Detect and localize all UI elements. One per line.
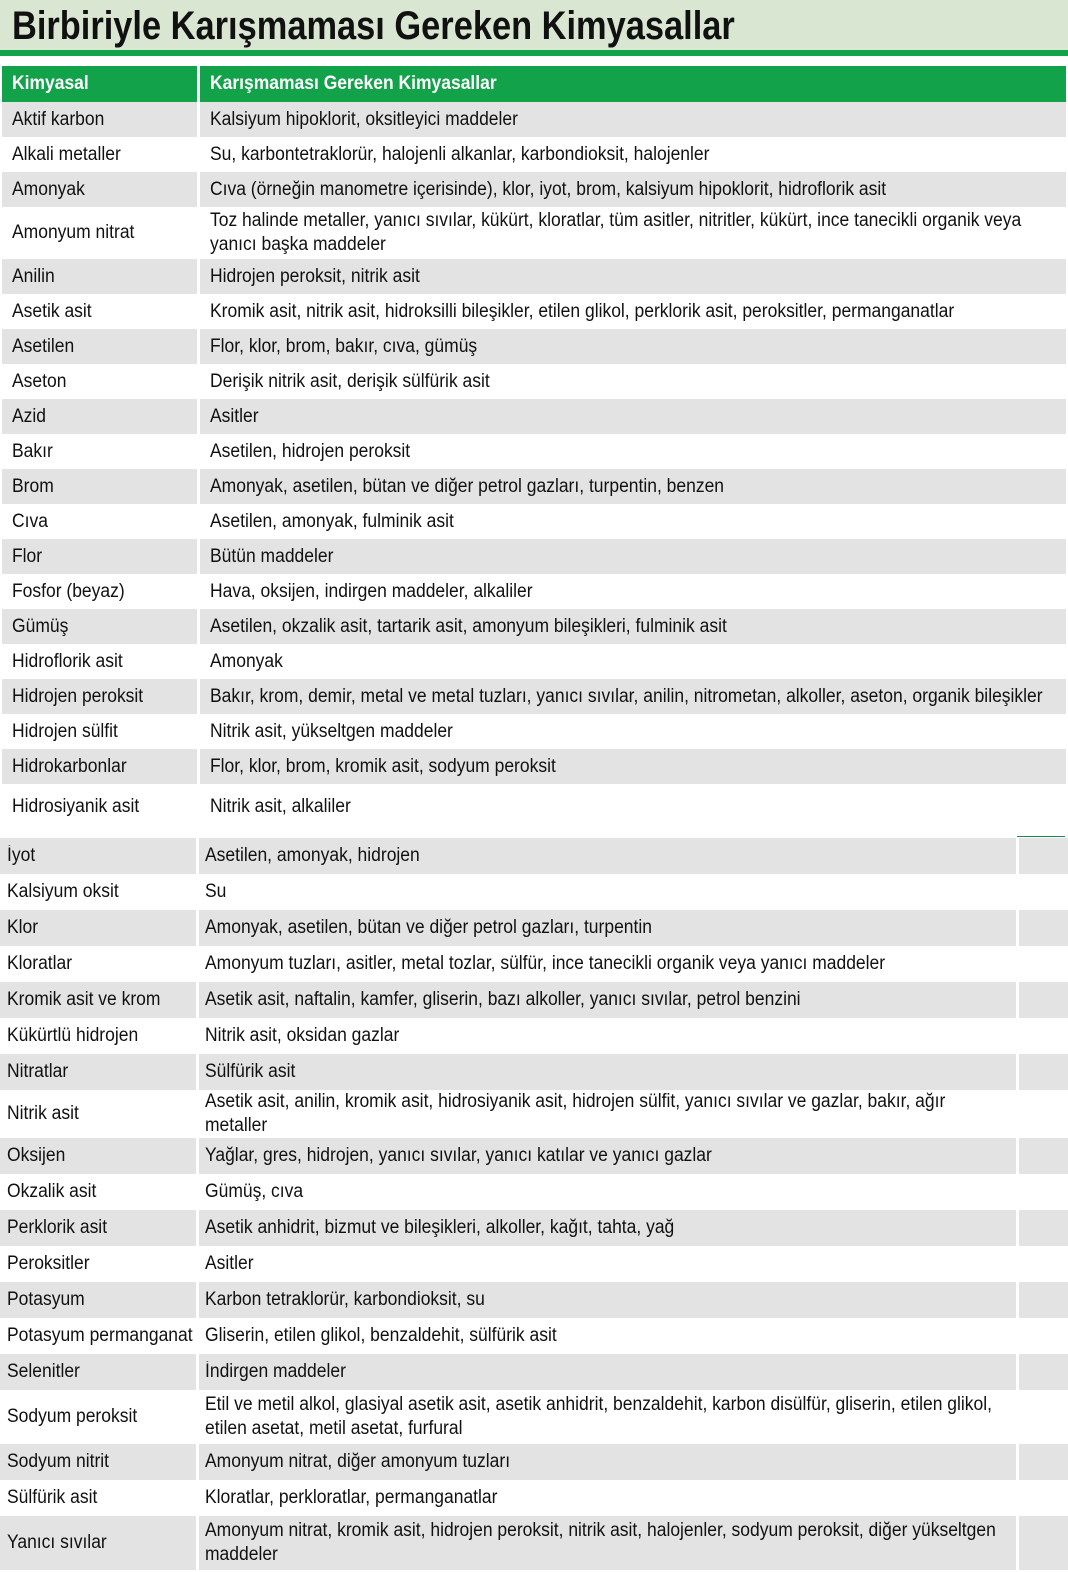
incompatible-cell: Su, karbontetraklorür, halojenli alkanlar, karbondioksit, halojenler — [200, 137, 1066, 172]
empty-cell — [1016, 1210, 1068, 1246]
incompatible-cell: Gümüş, cıva — [199, 1174, 1016, 1210]
chemical-cell: Sodyum peroksit — [0, 1390, 199, 1444]
table-row — [2, 679, 1066, 714]
header-incompatible: Karışmaması Gereken Kimyasallar — [200, 66, 1066, 102]
incompatible-cell: Asetik asit, naftalin, kamfer, gliserin, bazı alkoller, yanıcı sıvılar, petrol benzini — [199, 982, 1016, 1018]
chemical-cell: Kloratlar — [0, 946, 199, 982]
chemical-cell: Asetik asit — [2, 294, 200, 329]
empty-cell — [1016, 1480, 1068, 1516]
incompatible-cell: Asitler — [200, 399, 1066, 434]
incompatible-cell: Asitler — [199, 1246, 1016, 1282]
table-row — [0, 1444, 1068, 1480]
table-row — [2, 749, 1066, 784]
chemical-cell: Fosfor (beyaz) — [2, 574, 200, 609]
incompatible-cell: Flor, klor, brom, kromik asit, sodyum peroksit — [200, 749, 1066, 784]
incompatible-cell: Asetilen, amonyak, hidrojen — [199, 838, 1016, 874]
incompatible-cell: Bakır, krom, demir, metal ve metal tuzları, yanıcı sıvılar, anilin, nitrometan, alkoller, aseton, organik bileşikler — [200, 679, 1066, 714]
table-row — [2, 102, 1066, 137]
incompatible-cell: Karbon tetraklorür, karbondioksit, su — [199, 1282, 1016, 1318]
incompatible-cell: İndirgen maddeler — [199, 1354, 1016, 1390]
title-bar — [0, 0, 1068, 56]
table-row — [2, 399, 1066, 434]
table-row — [2, 574, 1066, 609]
table-row — [2, 609, 1066, 644]
chemical-cell: İyot — [0, 838, 199, 874]
chemical-cell: Nitrik asit — [0, 1090, 199, 1138]
incompatible-cell: Amonyak, asetilen, bütan ve diğer petrol gazları, turpentin — [199, 910, 1016, 946]
empty-cell — [1016, 838, 1068, 874]
page-title: Birbiriyle Karışmaması Gereken Kimyasallar — [12, 4, 735, 48]
table-row — [0, 1018, 1068, 1054]
chemical-cell: Kükürtlü hidrojen — [0, 1018, 199, 1054]
incompatible-cell: Nitrik asit, alkaliler — [200, 784, 1066, 830]
incompatible-cell: Amonyum nitrat, kromik asit, hidrojen peroksit, nitrik asit, halojenler, sodyum peroksit, diğer yükseltgen maddeler — [199, 1516, 1016, 1570]
table-row — [0, 1210, 1068, 1246]
chemical-cell: Brom — [2, 469, 200, 504]
incompatible-cell: Hidrojen peroksit, nitrik asit — [200, 259, 1066, 294]
incompatible-cell: Asetilen, amonyak, fulminik asit — [200, 504, 1066, 539]
table-row — [2, 259, 1066, 294]
chemical-cell: Peroksitler — [0, 1246, 199, 1282]
header-chemical: Kimyasal — [2, 66, 200, 102]
chemical-cell: Perklorik asit — [0, 1210, 199, 1246]
table-row — [2, 207, 1066, 259]
chemical-cell: Hidrokarbonlar — [2, 749, 200, 784]
incompatible-cell: Asetik anhidrit, bizmut ve bileşikleri, alkoller, kağıt, tahta, yağ — [199, 1210, 1016, 1246]
chemical-cell: Klor — [0, 910, 199, 946]
table-row — [0, 1246, 1068, 1282]
empty-cell — [1016, 1090, 1068, 1138]
chemical-cell: Flor — [2, 539, 200, 574]
empty-cell — [1016, 1318, 1068, 1354]
table-row — [0, 946, 1068, 982]
incompatible-cell: Gliserin, etilen glikol, benzaldehit, sülfürik asit — [199, 1318, 1016, 1354]
chemical-table-part-1 — [2, 66, 1066, 830]
table-row — [2, 714, 1066, 749]
table-row — [2, 504, 1066, 539]
chemical-cell: Hidrojen peroksit — [2, 679, 200, 714]
empty-cell — [1016, 910, 1068, 946]
table-row — [0, 1174, 1068, 1210]
chemical-cell: Aseton — [2, 364, 200, 399]
table-row — [0, 1354, 1068, 1390]
table-row — [0, 1516, 1068, 1570]
chemical-cell: Alkali metaller — [2, 137, 200, 172]
table-row — [0, 1090, 1068, 1138]
table-row — [0, 1138, 1068, 1174]
table-row — [0, 1390, 1068, 1444]
table-row — [2, 644, 1066, 679]
table-row — [2, 784, 1066, 830]
empty-cell — [1016, 946, 1068, 982]
chemical-cell: Gümüş — [2, 609, 200, 644]
chemical-cell: Hidrosiyanik asit — [2, 784, 200, 830]
empty-cell — [1016, 1444, 1068, 1480]
incompatible-cell: Kalsiyum hipoklorit, oksitleyici maddeler — [200, 102, 1066, 137]
incompatible-cell: Bütün maddeler — [200, 539, 1066, 574]
chemical-cell: Aktif karbon — [2, 102, 200, 137]
chemical-cell: Nitratlar — [0, 1054, 199, 1090]
incompatible-cell: Derişik nitrik asit, derişik sülfürik asit — [200, 364, 1066, 399]
chemical-cell: Asetilen — [2, 329, 200, 364]
incompatible-cell: Nitrik asit, oksidan gazlar — [199, 1018, 1016, 1054]
chemical-cell: Sodyum nitrit — [0, 1444, 199, 1480]
chemical-cell: Hidrojen sülfit — [2, 714, 200, 749]
incompatible-cell: Kloratlar, perkloratlar, permanganatlar — [199, 1480, 1016, 1516]
incompatible-cell: Nitrik asit, yükseltgen maddeler — [200, 714, 1066, 749]
empty-cell — [1016, 1246, 1068, 1282]
chemical-cell: Bakır — [2, 434, 200, 469]
empty-cell — [1016, 874, 1068, 910]
table-row — [0, 1318, 1068, 1354]
incompatible-cell: Cıva (örneğin manometre içerisinde), klor, iyot, brom, kalsiyum hipoklorit, hidroflorik asit — [200, 172, 1066, 207]
chemical-cell: Hidroflorik asit — [2, 644, 200, 679]
table-row — [2, 469, 1066, 504]
empty-cell — [1016, 982, 1068, 1018]
chemical-cell: Anilin — [2, 259, 200, 294]
chemical-cell: Kromik asit ve krom — [0, 982, 199, 1018]
table-row — [2, 137, 1066, 172]
incompatible-cell: Amonyum tuzları, asitler, metal tozlar, sülfür, ince tanecikli organik veya yanıcı maddeler — [199, 946, 1016, 982]
incompatible-cell: Flor, klor, brom, bakır, cıva, gümüş — [200, 329, 1066, 364]
empty-cell — [1016, 1516, 1068, 1570]
incompatible-cell: Asetilen, okzalik asit, tartarik asit, amonyum bileşikleri, fulminik asit — [200, 609, 1066, 644]
table-row — [0, 1054, 1068, 1090]
chemical-cell: Cıva — [2, 504, 200, 539]
table-row — [2, 364, 1066, 399]
table-row — [0, 1282, 1068, 1318]
chemical-cell: Azid — [2, 399, 200, 434]
chemical-cell: Amonyak — [2, 172, 200, 207]
table-header-row — [2, 66, 1066, 102]
empty-cell — [1016, 1354, 1068, 1390]
empty-cell — [1016, 1282, 1068, 1318]
empty-cell — [1016, 1138, 1068, 1174]
empty-cell — [1016, 1054, 1068, 1090]
table-row — [2, 434, 1066, 469]
incompatible-cell: Amonyak, asetilen, bütan ve diğer petrol gazları, turpentin, benzen — [200, 469, 1066, 504]
empty-cell — [1016, 1018, 1068, 1054]
table-row — [0, 1480, 1068, 1516]
incompatible-cell: Hava, oksijen, indirgen maddeler, alkaliler — [200, 574, 1066, 609]
incompatible-cell: Asetilen, hidrojen peroksit — [200, 434, 1066, 469]
chemical-table-part-2 — [0, 838, 1068, 1570]
table-row — [0, 910, 1068, 946]
divider — [1017, 836, 1065, 837]
chemical-cell: Oksijen — [0, 1138, 199, 1174]
chemical-cell: Sülfürik asit — [0, 1480, 199, 1516]
table-row — [2, 294, 1066, 329]
incompatible-cell: Yağlar, gres, hidrojen, yanıcı sıvılar, yanıcı katılar ve yanıcı gazlar — [199, 1138, 1016, 1174]
chemical-cell: Kalsiyum oksit — [0, 874, 199, 910]
chemical-cell: Selenitler — [0, 1354, 199, 1390]
empty-cell — [1016, 1390, 1068, 1444]
chemical-cell: Potasyum — [0, 1282, 199, 1318]
incompatible-cell: Toz halinde metaller, yanıcı sıvılar, kükürt, kloratlar, tüm asitler, nitritler, kükürt, ince tanecikli organik veya yanıcı başka maddeler — [200, 207, 1066, 259]
chemical-cell: Potasyum permanganat — [0, 1318, 199, 1354]
table-row — [0, 982, 1068, 1018]
table-row — [0, 874, 1068, 910]
chemical-cell: Okzalik asit — [0, 1174, 199, 1210]
incompatible-cell: Asetik asit, anilin, kromik asit, hidrosiyanik asit, hidrojen sülfit, yanıcı sıvılar ve gazlar, bakır, ağır metaller — [199, 1090, 1016, 1138]
empty-cell — [1016, 1174, 1068, 1210]
incompatible-cell: Amonyak — [200, 644, 1066, 679]
table-row — [2, 329, 1066, 364]
chemical-cell: Amonyum nitrat — [2, 207, 200, 259]
incompatible-cell: Su — [199, 874, 1016, 910]
table-row — [2, 539, 1066, 574]
chemical-cell: Yanıcı sıvılar — [0, 1516, 199, 1570]
table-row — [2, 172, 1066, 207]
incompatible-cell: Amonyum nitrat, diğer amonyum tuzları — [199, 1444, 1016, 1480]
incompatible-cell: Kromik asit, nitrik asit, hidroksilli bileşikler, etilen glikol, perklorik asit, peroksitler, permanganatlar — [200, 294, 1066, 329]
incompatible-cell: Sülfürik asit — [199, 1054, 1016, 1090]
table-row — [0, 838, 1068, 874]
incompatible-cell: Etil ve metil alkol, glasiyal asetik asit, asetik anhidrit, benzaldehit, karbon disülfür, gliserin, etilen glikol, etilen asetat, metil asetat, furfural — [199, 1390, 1016, 1444]
